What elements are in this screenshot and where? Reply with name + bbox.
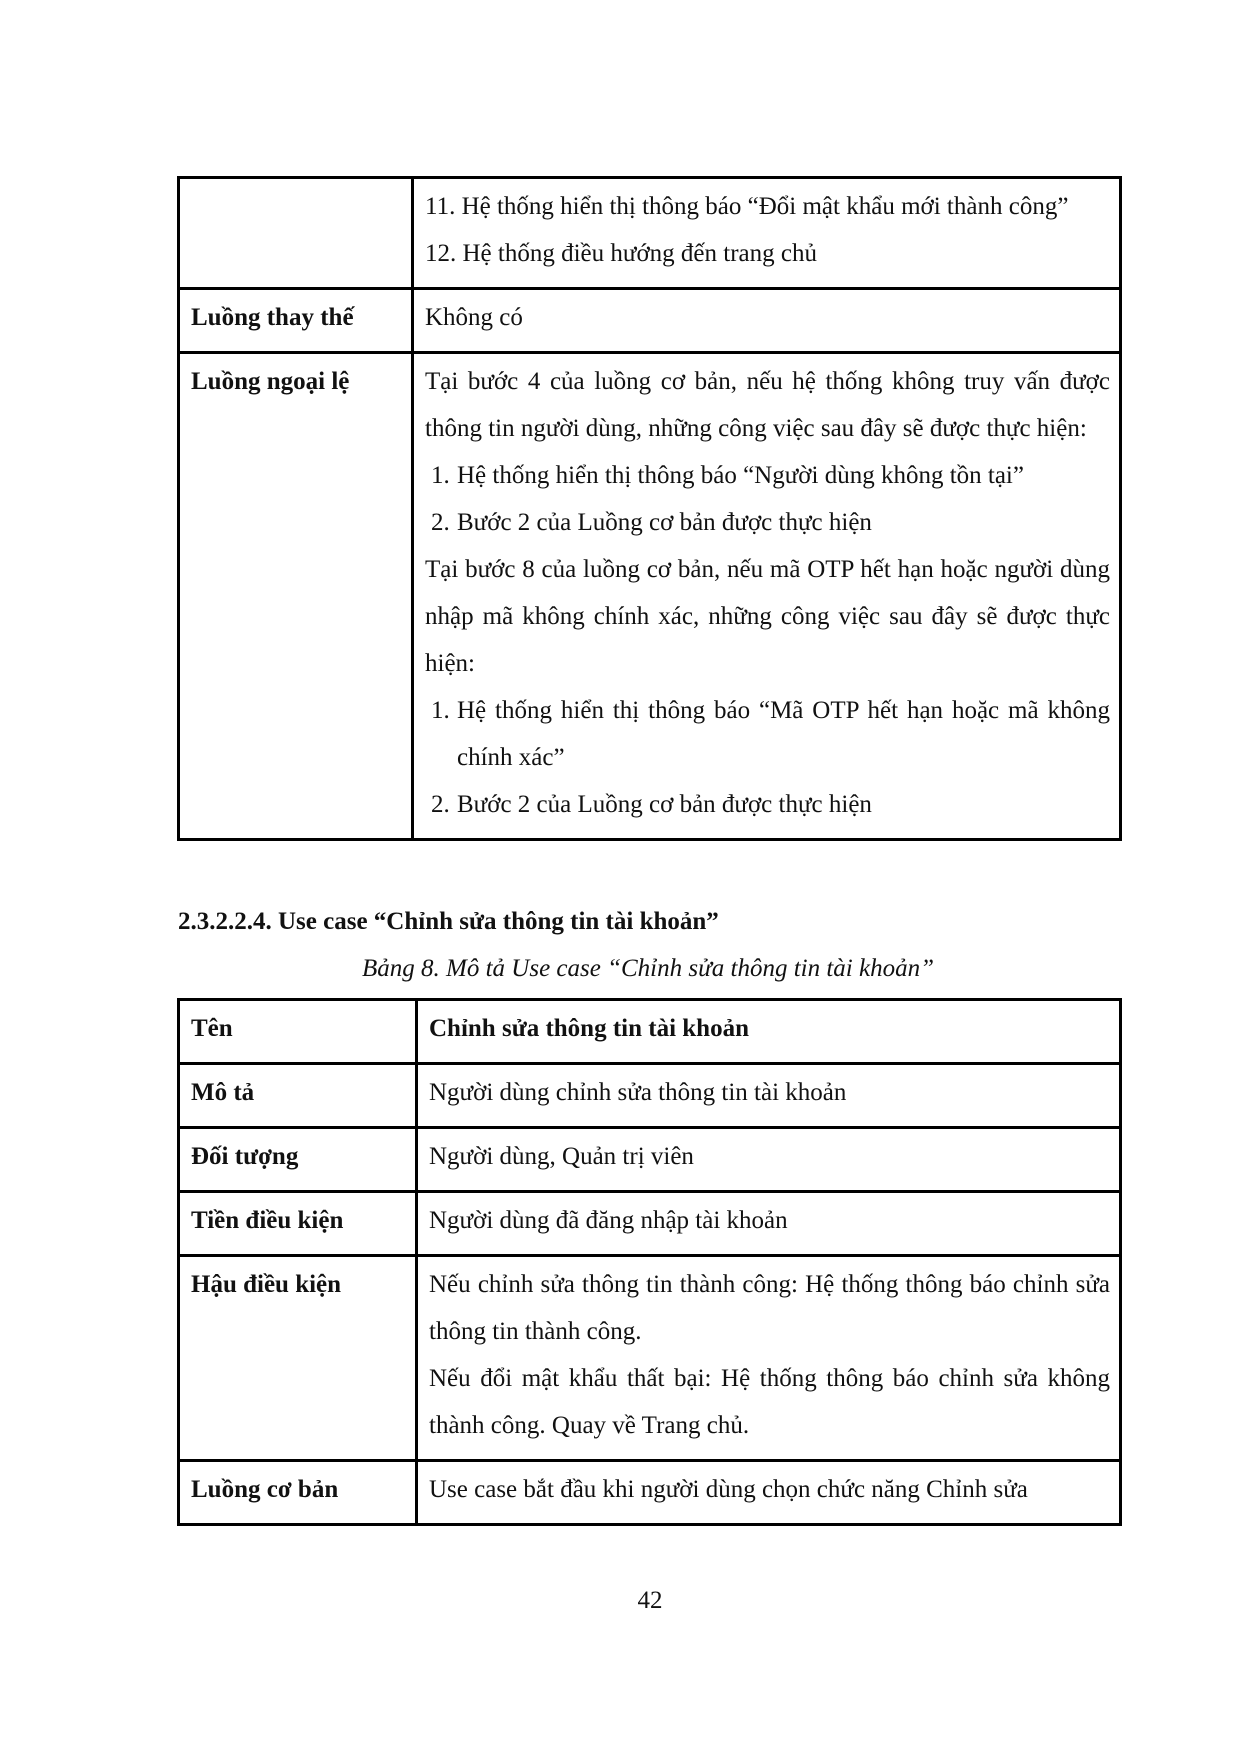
table-row bbox=[179, 289, 1121, 353]
page-number: 42 bbox=[637, 1587, 663, 1614]
postcondition-success: Nếu chỉnh sửa thông tin thành công: Hệ thống thông báo chỉnh sửa thông tin thành công. bbox=[429, 1271, 1110, 1345]
row-value-actors: Người dùng, Quản trị viên bbox=[417, 1128, 1121, 1192]
table-row bbox=[179, 1064, 1121, 1128]
exception-paragraph-2: Tại bước 8 của luồng cơ bản, nếu mã OTP hết hạn hoặc người dùng nhập mã không chính xác, những công việc sau đây sẽ được thực hiện: bbox=[425, 556, 1110, 677]
row-value-description: Người dùng chỉnh sửa thông tin tài khoản bbox=[417, 1064, 1121, 1128]
row-label-basic-flow: Luồng cơ bản bbox=[179, 1461, 417, 1525]
table-row bbox=[179, 178, 1121, 289]
row-value-postcondition bbox=[417, 1256, 1121, 1461]
row-label-postcondition: Hậu điều kiện bbox=[179, 1256, 417, 1461]
postcondition-failure: Nếu đổi mật khẩu thất bại: Hệ thống thông báo chỉnh sửa không thành công. Quay về Trang chủ. bbox=[429, 1365, 1110, 1439]
table-row bbox=[179, 1256, 1121, 1461]
section-heading: 2.3.2.2.4. Use case “Chỉnh sửa thông tin tài khoản” bbox=[178, 908, 719, 935]
basic-flow-step-12: 12. Hệ thống điều hướng đến trang chủ bbox=[425, 240, 817, 267]
row-value-name: Chỉnh sửa thông tin tài khoản bbox=[417, 1000, 1121, 1064]
basic-flow-step-11: 11. Hệ thống hiển thị thông báo “Đổi mật khẩu mới thành công” bbox=[425, 193, 1069, 220]
row-label-precondition: Tiền điều kiện bbox=[179, 1192, 417, 1256]
exception-steps-1 bbox=[425, 452, 1110, 546]
list-item: 1. Hệ thống hiển thị thông báo “Người dùng không tồn tại” bbox=[431, 462, 1024, 489]
exception-steps-2 bbox=[425, 687, 1110, 828]
row-value-precondition: Người dùng đã đăng nhập tài khoản bbox=[417, 1192, 1121, 1256]
row-label-actors: Đối tượng bbox=[179, 1128, 417, 1192]
usecase-table bbox=[177, 998, 1122, 1526]
list-item: 2. Bước 2 của Luồng cơ bản được thực hiện bbox=[431, 791, 872, 818]
list-item: 2. Bước 2 của Luồng cơ bản được thực hiện bbox=[431, 509, 872, 536]
table-caption: Bảng 8. Mô tả Use case “Chỉnh sửa thông tin tài khoản” bbox=[362, 955, 934, 982]
table-row bbox=[179, 1461, 1121, 1525]
row-label-name: Tên bbox=[179, 1000, 417, 1064]
row-label-alternate-flow: Luồng thay thế bbox=[179, 289, 413, 353]
exception-paragraph-1: Tại bước 4 của luồng cơ bản, nếu hệ thống không truy vấn được thông tin người dùng, những công việc sau đây sẽ được thực hiện: bbox=[425, 368, 1110, 442]
row-label-description: Mô tả bbox=[179, 1064, 417, 1128]
row-value-alternate-flow: Không có bbox=[413, 289, 1121, 353]
row-label-exception-flow: Luồng ngoại lệ bbox=[179, 353, 413, 840]
table-row bbox=[179, 1000, 1121, 1064]
table-row bbox=[179, 1128, 1121, 1192]
row-label bbox=[179, 178, 413, 289]
table-row bbox=[179, 353, 1121, 840]
table-row bbox=[179, 1192, 1121, 1256]
row-value-exception-flow bbox=[413, 353, 1121, 840]
continued-usecase-table bbox=[177, 176, 1122, 841]
row-value-basic-flow: Use case bắt đầu khi người dùng chọn chức năng Chỉnh sửa bbox=[417, 1461, 1121, 1525]
row-value bbox=[413, 178, 1121, 289]
list-item: 1. Hệ thống hiển thị thông báo “Mã OTP hết hạn hoặc mã không chính xác” bbox=[431, 697, 1110, 771]
